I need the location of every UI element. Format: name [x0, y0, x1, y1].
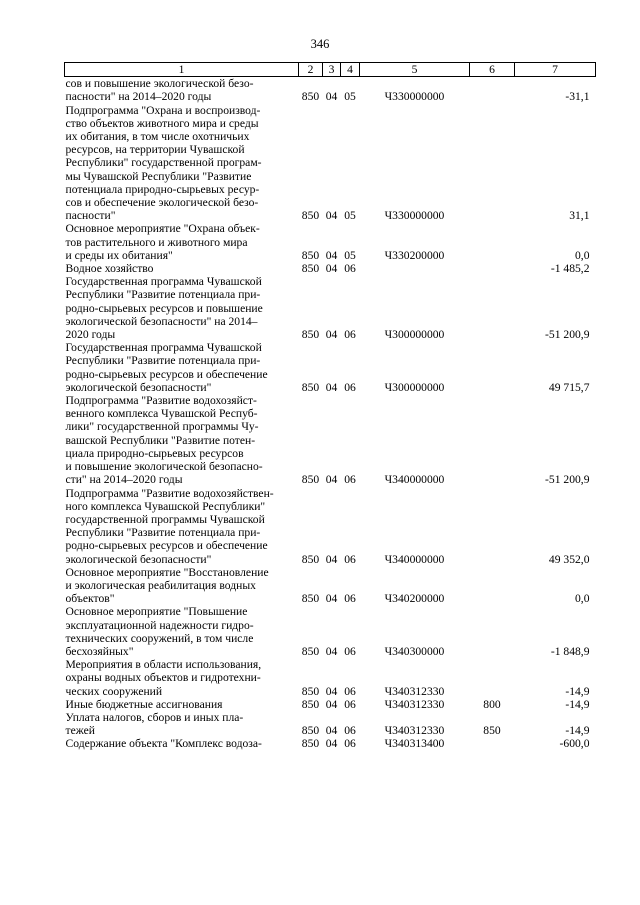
description-line: их обитания, в том числе охотничьих	[65, 130, 250, 144]
description-line: ного комплекса Чувашской Республики"	[65, 499, 266, 513]
amount-value: -1 848,9	[550, 644, 590, 658]
table-row	[65, 711, 596, 737]
table-row	[65, 77, 596, 104]
ministry-code: 850	[301, 380, 320, 394]
expense-type-code	[470, 262, 515, 275]
row-description	[65, 104, 299, 223]
description-line: сов и обеспечение экологической безо-	[65, 196, 259, 210]
expense-type-code	[470, 394, 515, 486]
description-line: Подпрограмма "Развитие водохозяйствен-	[65, 486, 274, 500]
amount-value: 49 352,0	[548, 552, 590, 566]
row-description	[65, 275, 299, 341]
ministry-code: 850	[301, 90, 320, 104]
description-line: Республики" государственной програм-	[65, 156, 262, 170]
description-line: Республики "Развитие потенциала при-	[65, 526, 261, 540]
description-line: сти" на 2014–2020 годы	[65, 473, 183, 487]
table-row	[65, 394, 596, 486]
description-line: и повышение экологической безопасно-	[65, 460, 263, 474]
expense-type-code	[470, 737, 515, 750]
row-description	[65, 698, 299, 711]
section-code: 04	[325, 473, 338, 487]
target-article-code: Ч340000000	[384, 473, 445, 487]
description-line: лики" государственной программы Чу-	[65, 420, 259, 434]
description-line: охраны водных объектов и гидротехни-	[65, 671, 261, 685]
page-number: 346	[310, 37, 330, 51]
description-line: Мероприятия в области использования,	[65, 658, 262, 672]
header-col-4: 4	[341, 63, 360, 77]
section-code: 04	[325, 90, 338, 104]
target-article-code: Ч300000000	[384, 380, 445, 394]
description-line: Водное хозяйство	[65, 262, 154, 276]
subsection-code: 05	[344, 248, 356, 262]
description-line: объектов"	[65, 592, 115, 606]
description-line: экологической безопасности" на 2014–	[65, 314, 258, 328]
header-col-5: 5	[360, 63, 470, 77]
subsection-code: 06	[344, 328, 356, 342]
description-line: и среды их обитания"	[65, 248, 173, 262]
description-line: Основное мероприятие "Повышение	[65, 605, 248, 619]
row-description	[65, 711, 299, 737]
budget-table	[64, 62, 596, 751]
header-col-7: 7	[515, 63, 596, 77]
description-line: ресурсов, на территории Чувашской	[65, 143, 245, 157]
row-description	[65, 605, 299, 658]
amount-value: 49 715,7	[548, 380, 590, 394]
description-line: ческих сооружений	[65, 684, 163, 698]
ministry-code: 850	[301, 209, 320, 223]
subsection-code: 06	[344, 724, 356, 738]
target-article-code: Ч330000000	[384, 209, 445, 223]
description-line: экологической безопасности"	[65, 380, 212, 394]
table-row	[65, 605, 596, 658]
header-col-6: 6	[470, 63, 515, 77]
subsection-code: 06	[344, 644, 356, 658]
amount-value: 0,0	[575, 248, 590, 262]
table-row	[65, 487, 596, 566]
subsection-code: 06	[344, 380, 356, 394]
description-line: Основное мероприятие "Охрана объек-	[65, 222, 260, 236]
description-line: 2020 годы	[65, 328, 116, 342]
expense-type-code	[470, 275, 515, 341]
description-line: потенциала природно-сырьевых ресур-	[65, 182, 260, 196]
section-code: 04	[325, 552, 338, 566]
expense-type-code	[470, 605, 515, 658]
description-line: родно-сырьевых ресурсов и обеспечение	[65, 539, 268, 553]
section-code: 04	[325, 262, 338, 276]
description-line: Содержание объекта "Комплекс водоза-	[65, 737, 262, 751]
amount-value: -14,9	[565, 697, 590, 711]
ministry-code: 850	[301, 737, 320, 751]
description-line: мы Чувашской Республики "Развитие	[65, 169, 252, 183]
table-row	[65, 698, 596, 711]
target-article-code: Ч340200000	[384, 592, 445, 606]
header-col-1: 1	[65, 63, 299, 77]
expense-type-code	[470, 487, 515, 566]
subsection-code: 06	[344, 737, 356, 751]
description-line: технических сооружений, в том числе	[65, 631, 254, 645]
description-line: пасности"	[65, 209, 116, 223]
description-line: пасности" на 2014–2020 годы	[65, 90, 212, 104]
description-line: Республики "Развитие потенциала при-	[65, 354, 261, 368]
target-article-code: Ч340000000	[384, 552, 445, 566]
header-col-3: 3	[323, 63, 341, 77]
section-code: 04	[325, 644, 338, 658]
target-article-code: Ч340312330	[384, 684, 445, 698]
table-row	[65, 737, 596, 750]
description-line: Подпрограмма "Охрана и воспроизвод-	[65, 103, 261, 117]
subsection-code: 06	[344, 262, 356, 276]
description-line: сов и повышение экологической безо-	[65, 77, 254, 91]
expense-type-code	[470, 77, 515, 104]
ministry-code: 850	[301, 248, 320, 262]
target-article-code: Ч330200000	[384, 248, 445, 262]
row-description	[65, 737, 299, 750]
target-article-code: Ч300000000	[384, 328, 445, 342]
amount-value: -51 200,9	[545, 473, 590, 487]
section-code: 04	[325, 380, 338, 394]
description-line: эксплуатационной надежности гидро-	[65, 618, 254, 632]
description-line: венного комплекса Чувашской Респуб-	[65, 407, 258, 421]
description-line: родно-сырьевых ресурсов и обеспечение	[65, 367, 268, 381]
section-code: 04	[325, 737, 338, 751]
description-line: Подпрограмма "Развитие водохозяйст-	[65, 394, 257, 408]
ministry-code: 850	[301, 473, 320, 487]
expense-type-code	[470, 658, 515, 698]
table-row	[65, 341, 596, 394]
column-number-header-row	[65, 63, 596, 77]
ministry-code: 850	[301, 644, 320, 658]
subsection-code: 05	[344, 209, 356, 223]
section-code: 04	[325, 328, 338, 342]
description-line: вашской Республики "Развитие потен-	[65, 433, 256, 447]
amount-value: -600,0	[559, 737, 590, 751]
description-line: Государственная программа Чувашской	[65, 275, 262, 289]
description-line: Республики "Развитие потенциала при-	[65, 288, 261, 302]
section-code: 04	[325, 684, 338, 698]
section-code: 04	[325, 724, 338, 738]
table-row	[65, 222, 596, 262]
description-line: и экологическая реабилитация водных	[65, 578, 256, 592]
ministry-code: 850	[301, 262, 320, 276]
ministry-code: 850	[301, 697, 320, 711]
description-line: Основное мероприятие "Восстановление	[65, 565, 269, 579]
table-row	[65, 658, 596, 698]
expense-type-code	[470, 341, 515, 394]
subsection-code: 06	[344, 473, 356, 487]
section-code: 04	[325, 697, 338, 711]
amount-value: -14,9	[565, 724, 590, 738]
ministry-code: 850	[301, 724, 320, 738]
description-line: ство объектов животного мира и среды	[65, 116, 259, 130]
section-code: 04	[325, 592, 338, 606]
ministry-code: 850	[301, 328, 320, 342]
expense-type-code	[470, 222, 515, 262]
row-description	[65, 487, 299, 566]
table-row	[65, 104, 596, 223]
subsection-code: 05	[344, 90, 356, 104]
row-description	[65, 262, 299, 275]
section-code: 04	[325, 209, 338, 223]
header-col-2: 2	[299, 63, 323, 77]
subsection-code: 06	[344, 552, 356, 566]
row-description	[65, 394, 299, 486]
amount-value: -31,1	[565, 90, 590, 104]
description-line: государственной программы Чувашской	[65, 512, 265, 526]
subsection-code: 06	[344, 592, 356, 606]
expense-type-code: 800	[483, 697, 501, 711]
expense-type-code: 850	[483, 724, 501, 738]
row-description	[65, 222, 299, 262]
description-line: Государственная программа Чувашской	[65, 341, 262, 355]
description-line: тежей	[65, 724, 95, 738]
target-article-code: Ч330000000	[384, 90, 445, 104]
row-description	[65, 566, 299, 606]
ministry-code: 850	[301, 592, 320, 606]
description-line: циала природно-сырьевых ресурсов	[65, 446, 244, 460]
row-description	[65, 341, 299, 394]
amount-value: -14,9	[565, 684, 590, 698]
expense-type-code	[470, 566, 515, 606]
row-description	[65, 77, 299, 104]
description-line: Уплата налогов, сборов и иных пла-	[65, 710, 244, 724]
description-line: бесхозяйных"	[65, 644, 134, 658]
amount-value: -51 200,9	[545, 328, 590, 342]
subsection-code: 06	[344, 684, 356, 698]
amount-value: 31,1	[569, 209, 590, 223]
description-line: родно-сырьевых ресурсов и повышение	[65, 301, 263, 315]
description-line: экологической безопасности"	[65, 552, 212, 566]
ministry-code: 850	[301, 684, 320, 698]
target-article-code: Ч340313400	[384, 737, 445, 751]
target-article-code	[360, 262, 470, 275]
table-row	[65, 275, 596, 341]
target-article-code: Ч340300000	[384, 644, 445, 658]
subsection-code: 06	[344, 697, 356, 711]
description-line: Иные бюджетные ассигнования	[65, 697, 223, 711]
ministry-code: 850	[301, 552, 320, 566]
target-article-code: Ч340312330	[384, 724, 445, 738]
amount-value: -1 485,2	[550, 262, 590, 276]
row-description	[65, 658, 299, 698]
amount-value: 0,0	[575, 592, 590, 606]
expense-type-code	[470, 104, 515, 223]
target-article-code: Ч340312330	[384, 697, 445, 711]
table-body	[65, 77, 596, 751]
table-row	[65, 262, 596, 275]
table-row	[65, 566, 596, 606]
description-line: тов растительного и животного мира	[65, 235, 248, 249]
section-code: 04	[325, 248, 338, 262]
